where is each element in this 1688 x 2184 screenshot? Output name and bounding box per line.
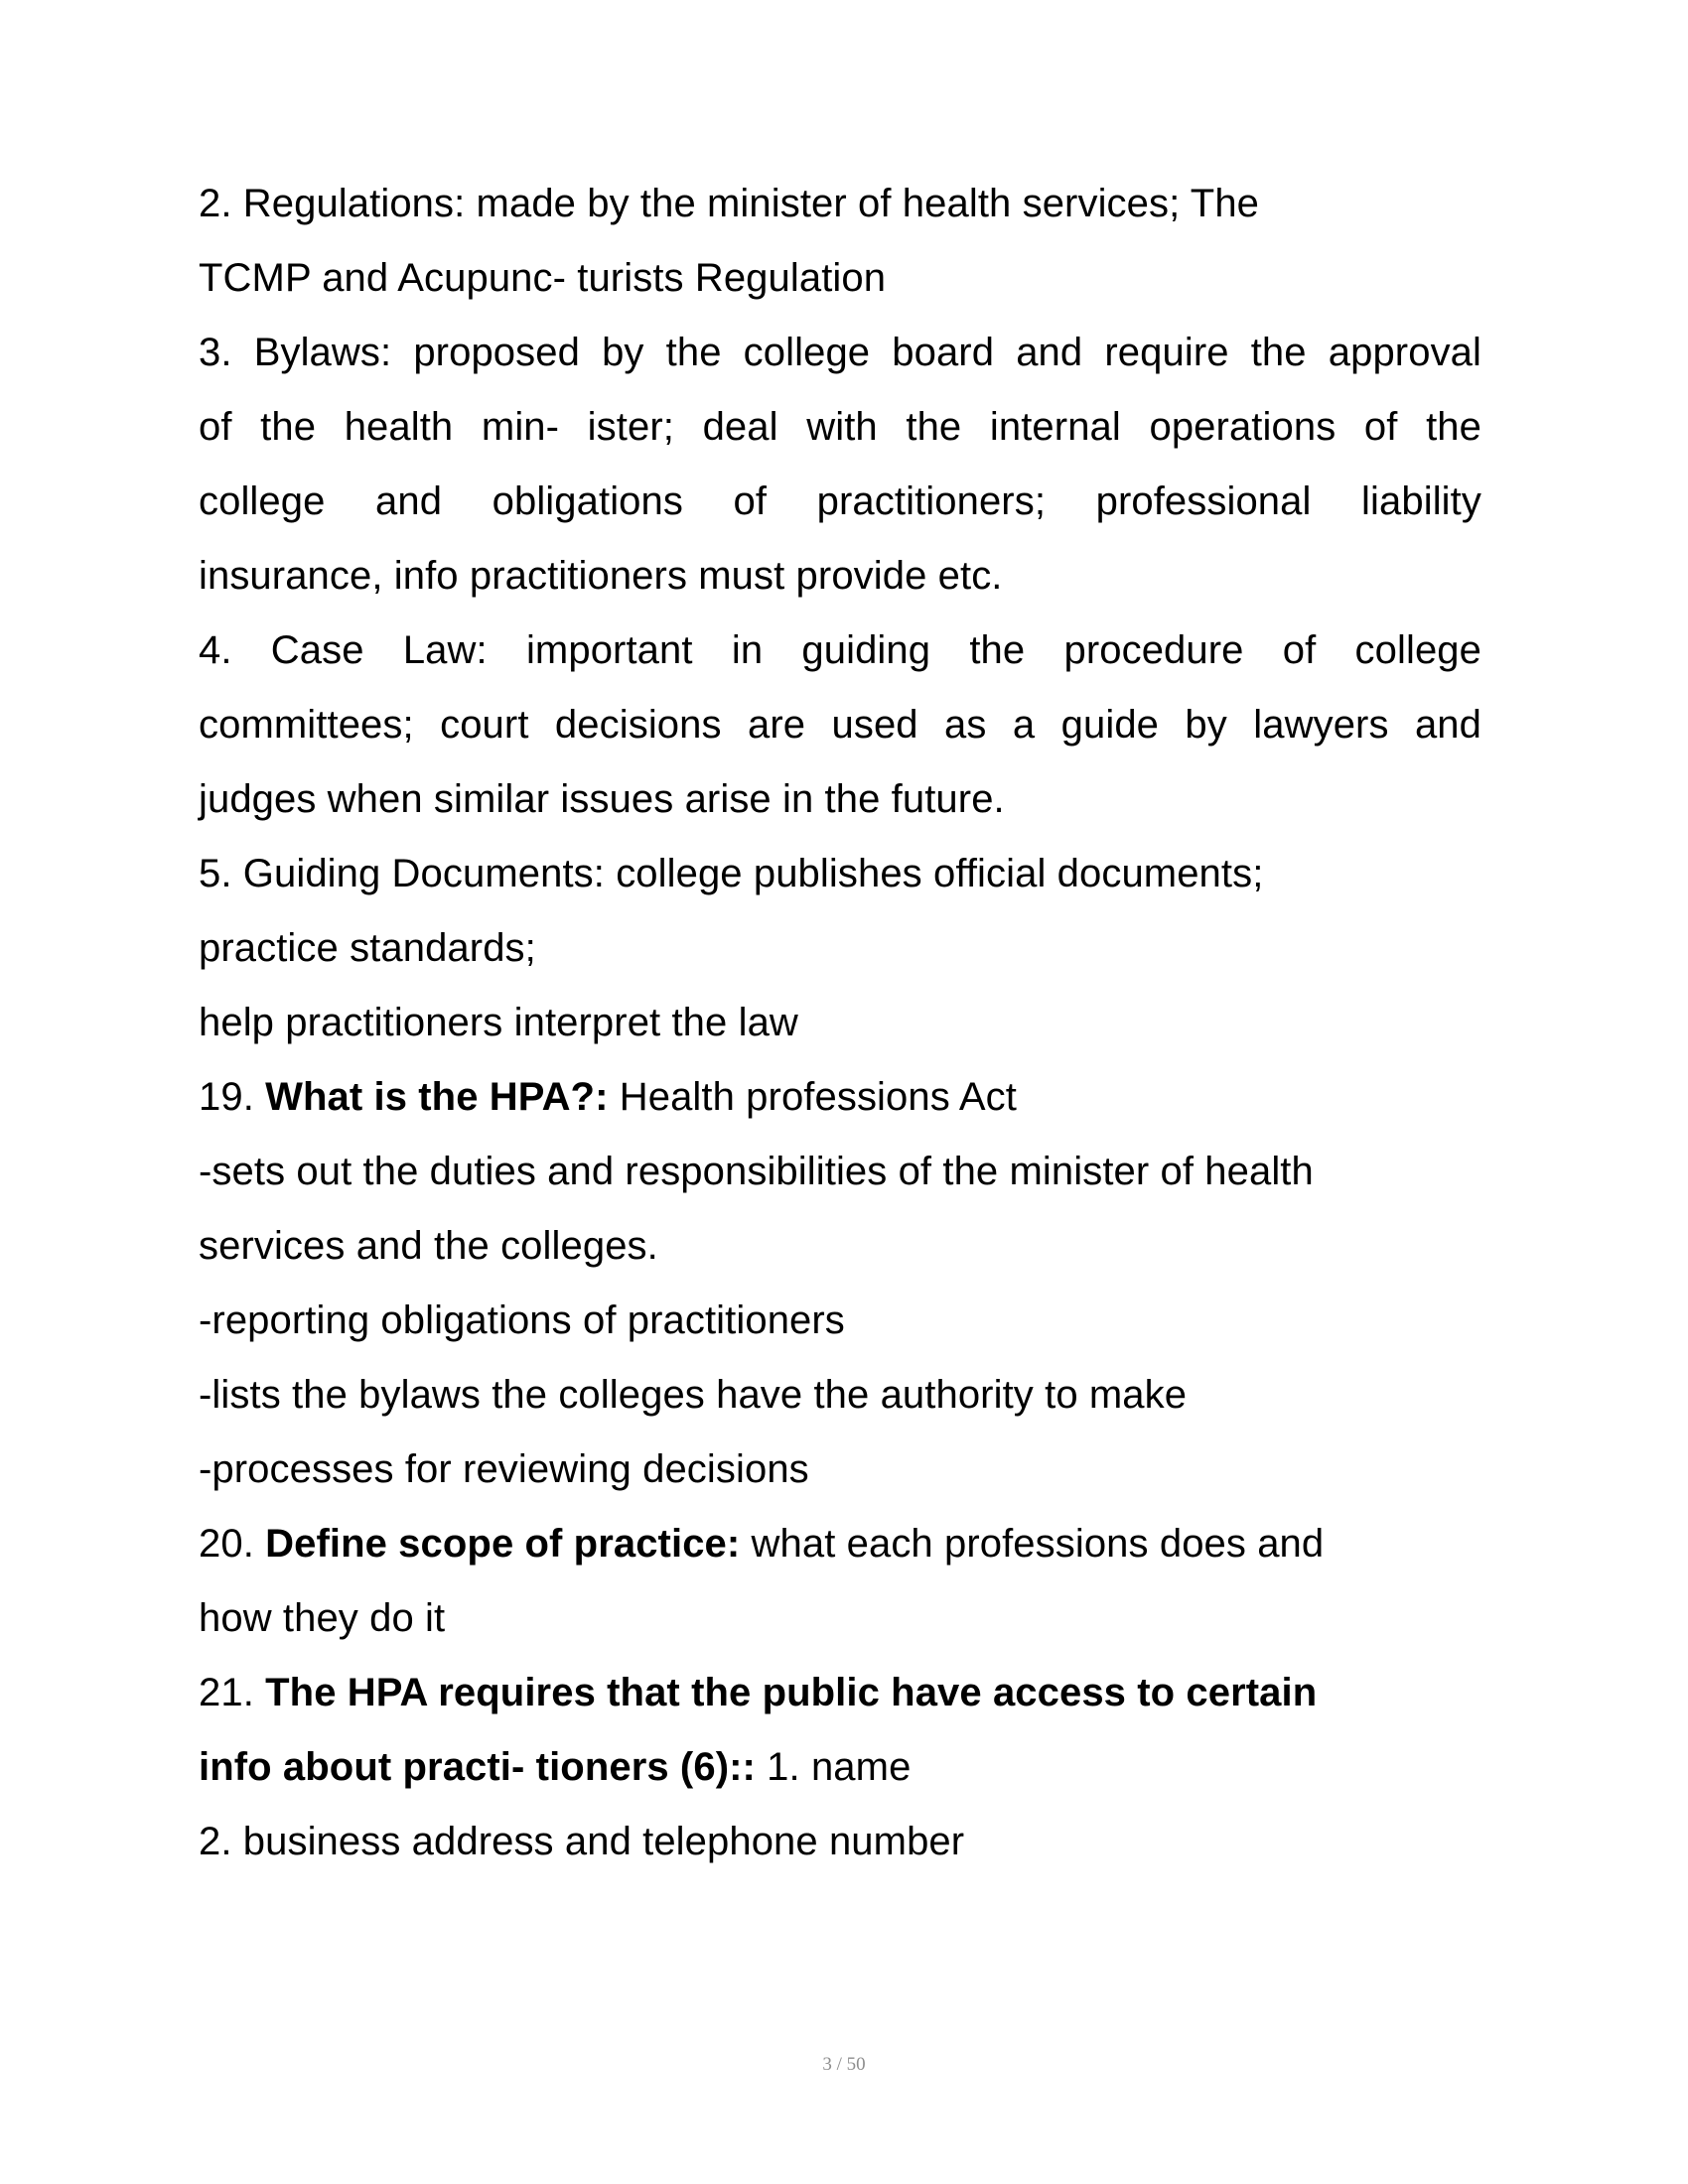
- text-line: [199, 465, 1481, 539]
- text-run: 2. business address and telephone number: [199, 1820, 965, 1863]
- text-run: college and obligations of practitioners; professional liability: [199, 479, 1481, 523]
- text-line: [199, 1135, 1481, 1209]
- text-line: [199, 837, 1481, 911]
- text-line: [199, 1358, 1481, 1433]
- text-line: [199, 1507, 1481, 1581]
- bold-text-run: Define scope of practice:: [265, 1522, 741, 1566]
- text-run: 2. Regulations: made by the minister of health services; The: [199, 182, 1260, 225]
- text-line: [199, 316, 1481, 390]
- text-run: 19.: [199, 1075, 266, 1119]
- text-run: -lists the bylaws the colleges have the authority to make: [199, 1373, 1188, 1417]
- text-run: of the health min- ister; deal with the internal operations of the: [199, 405, 1481, 449]
- text-line: [199, 390, 1481, 465]
- text-run: services and the colleges.: [199, 1224, 658, 1268]
- text-line: [199, 762, 1481, 837]
- bold-text-run: What is the HPA?:: [265, 1075, 609, 1119]
- text-line: [199, 1581, 1481, 1656]
- text-line: [199, 614, 1481, 688]
- text-run: 5. Guiding Documents: college publishes official documents;: [199, 852, 1264, 895]
- page-number-footer: 3 / 50: [822, 2054, 866, 2075]
- text-line: [199, 1209, 1481, 1284]
- text-run: TCMP and Acupunc- turists Regulation: [199, 256, 887, 300]
- text-line: [199, 688, 1481, 762]
- text-line: [199, 1730, 1481, 1805]
- text-run: 4. Case Law: important in guiding the procedure of college: [199, 628, 1481, 672]
- text-line: [199, 1060, 1481, 1135]
- text-run: -sets out the duties and responsibilities of the minister of health: [199, 1150, 1314, 1193]
- text-line: [199, 986, 1481, 1060]
- text-line: [199, 911, 1481, 986]
- text-run: practice standards;: [199, 926, 536, 970]
- bold-text-run: info about practi- tioners (6)::: [199, 1745, 756, 1789]
- text-line: [199, 1656, 1481, 1730]
- text-line: [199, 1284, 1481, 1358]
- text-run: 21.: [199, 1671, 266, 1714]
- text-run: judges when similar issues arise in the future.: [199, 777, 1005, 821]
- text-run: 20.: [199, 1522, 266, 1566]
- text-line: [199, 1433, 1481, 1507]
- text-run: what each professions does and: [740, 1522, 1325, 1566]
- text-run: committees; court decisions are used as a guide by lawyers and: [199, 703, 1481, 747]
- text-line: [199, 241, 1481, 316]
- text-run: -reporting obligations of practitioners: [199, 1298, 845, 1342]
- text-line: [199, 539, 1481, 614]
- text-run: how they do it: [199, 1596, 446, 1640]
- text-run: insurance, info practitioners must provide etc.: [199, 554, 1003, 598]
- text-run: 3. Bylaws: proposed by the college board and require the approval: [199, 331, 1481, 374]
- text-line: [199, 167, 1481, 241]
- text-run: -processes for reviewing decisions: [199, 1447, 809, 1491]
- text-run: help practitioners interpret the law: [199, 1001, 798, 1044]
- text-run: Health professions Act: [608, 1075, 1017, 1119]
- text-line: [199, 1805, 1481, 1879]
- document-body: [199, 167, 1481, 1879]
- bold-text-run: The HPA requires that the public have access to certain: [265, 1671, 1318, 1714]
- text-run: 1. name: [755, 1745, 912, 1789]
